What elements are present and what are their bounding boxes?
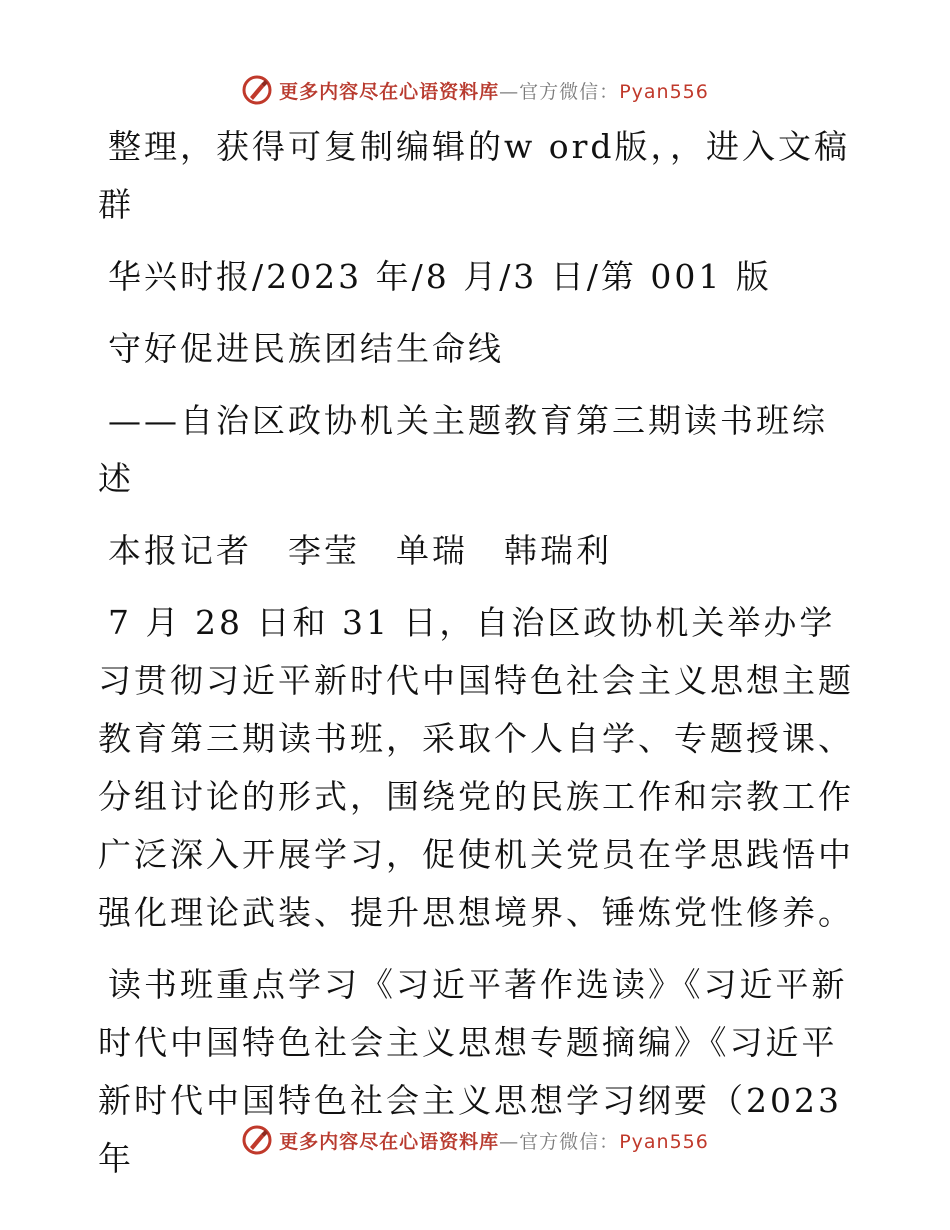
watermark-dash: — — [499, 80, 520, 103]
byline: 本报记者 李莹 单瑞 韩瑞利 — [108, 531, 612, 570]
pen-seal-icon — [241, 74, 273, 106]
subheadline: ——自治区政协机关主题教育第三期读书班综述 — [98, 401, 828, 498]
watermark-text — [279, 1127, 709, 1154]
footer-watermark-inner — [241, 1124, 709, 1156]
pen-seal-icon — [241, 1124, 273, 1156]
watermark-wechat-label: 官方微信： — [519, 80, 620, 103]
watermark-wechat-label: 官方微信： — [519, 1130, 620, 1153]
watermark-dash: — — [499, 1130, 520, 1153]
watermark-text — [279, 77, 709, 104]
intro-line: 整理，获得可复制编辑的w ord版，，进入文稿群 — [98, 127, 851, 224]
document-body — [98, 118, 858, 1202]
footer-watermark — [0, 1120, 950, 1160]
watermark-brand: 更多内容尽在心语资料库 — [279, 80, 500, 103]
source-line: 华兴时报/2023 年/8 月/3 日/第 001 版 — [108, 257, 772, 296]
paragraph-2: 读书班重点学习《习近平著作选读》《习近平新时代中国特色社会主义思想专题摘编》《习近平新时代中国特色社会主义思想学习纲要（2023 年 — [98, 965, 856, 1178]
watermark-handle: Pyan556 — [619, 80, 709, 103]
watermark-brand: 更多内容尽在心语资料库 — [279, 1130, 500, 1153]
paragraph-1: 7 月 28 日和 31 日，自治区政协机关举办学习贯彻习近平新时代中国特色社会主义思想主题教育第三期读书班，采取个人自学、专题授课、分组讨论的形式，围绕党的民族工作和宗教工作广泛深入开展学习，促使机关党员在学思践悟中强化理论武装、提升思想境界、锤炼党性修养。 — [98, 603, 854, 932]
header-watermark-inner — [241, 74, 709, 106]
watermark-handle: Pyan556 — [619, 1130, 709, 1153]
headline: 守好促进民族团结生命线 — [108, 329, 504, 368]
header-watermark — [0, 70, 950, 110]
